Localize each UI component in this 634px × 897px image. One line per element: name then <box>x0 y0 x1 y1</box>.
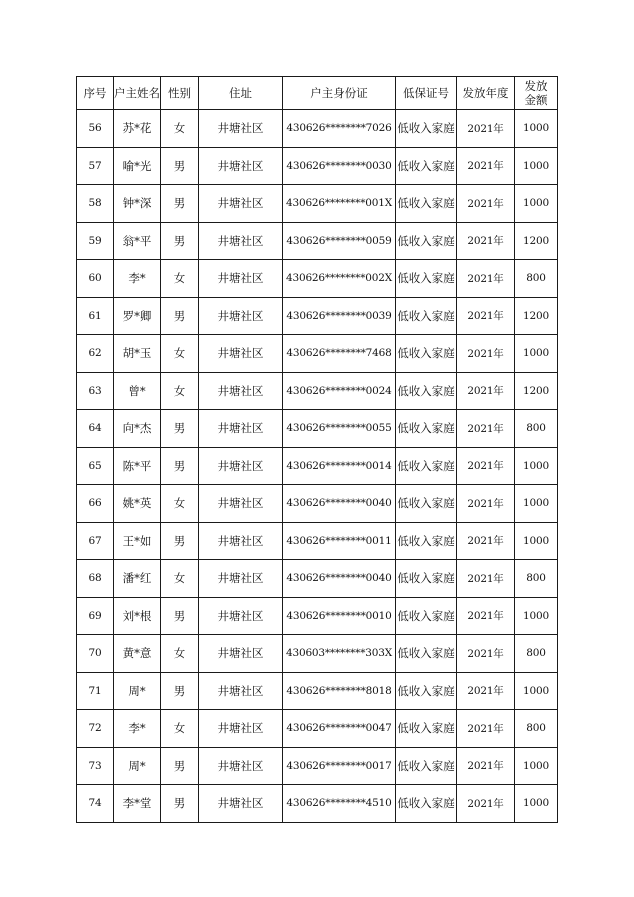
cell-allowance-cert: 低收入家庭 <box>396 147 457 185</box>
header-id-number: 户主身份证 <box>283 77 396 110</box>
cell-id-number: 430626********0030 <box>283 147 396 185</box>
table-body <box>77 110 558 823</box>
cell-address: 井塘社区 <box>199 672 283 710</box>
cell-year: 2021年 <box>457 710 515 748</box>
cell-index: 57 <box>77 147 114 185</box>
cell-id-number: 430626********002X <box>283 260 396 298</box>
cell-gender: 男 <box>161 147 199 185</box>
cell-name: 喻*光 <box>114 147 161 185</box>
cell-year: 2021年 <box>457 222 515 260</box>
cell-gender: 男 <box>161 447 199 485</box>
cell-amount: 800 <box>515 560 558 598</box>
cell-name: 曾* <box>114 372 161 410</box>
header-amount-line-1: 发放 <box>524 79 548 93</box>
cell-allowance-cert: 低收入家庭 <box>396 597 457 635</box>
cell-gender: 女 <box>161 710 199 748</box>
cell-name: 陈*平 <box>114 447 161 485</box>
cell-gender: 男 <box>161 185 199 223</box>
cell-gender: 男 <box>161 747 199 785</box>
cell-year: 2021年 <box>457 672 515 710</box>
cell-amount: 800 <box>515 410 558 448</box>
cell-address: 井塘社区 <box>199 297 283 335</box>
cell-name: 李* <box>114 260 161 298</box>
cell-index: 71 <box>77 672 114 710</box>
cell-id-number: 430626********0040 <box>283 560 396 598</box>
cell-year: 2021年 <box>457 785 515 823</box>
header-index: 序号 <box>77 77 114 110</box>
cell-allowance-cert: 低收入家庭 <box>396 672 457 710</box>
cell-name: 姚*英 <box>114 485 161 523</box>
header-address: 住址 <box>199 77 283 110</box>
cell-year: 2021年 <box>457 522 515 560</box>
cell-address: 井塘社区 <box>199 410 283 448</box>
table-row <box>77 110 558 148</box>
cell-gender: 男 <box>161 297 199 335</box>
cell-year: 2021年 <box>457 447 515 485</box>
cell-index: 67 <box>77 522 114 560</box>
cell-index: 60 <box>77 260 114 298</box>
cell-allowance-cert: 低收入家庭 <box>396 522 457 560</box>
cell-gender: 女 <box>161 372 199 410</box>
table-row <box>77 297 558 335</box>
cell-amount: 1000 <box>515 185 558 223</box>
cell-year: 2021年 <box>457 297 515 335</box>
cell-amount: 1000 <box>515 447 558 485</box>
cell-index: 69 <box>77 597 114 635</box>
cell-amount: 1200 <box>515 372 558 410</box>
cell-id-number: 430626********0059 <box>283 222 396 260</box>
cell-id-number: 430626********0047 <box>283 710 396 748</box>
cell-name: 翁*平 <box>114 222 161 260</box>
cell-address: 井塘社区 <box>199 372 283 410</box>
cell-gender: 女 <box>161 560 199 598</box>
cell-year: 2021年 <box>457 747 515 785</box>
cell-id-number: 430626********0017 <box>283 747 396 785</box>
cell-id-number: 430626********4510 <box>283 785 396 823</box>
cell-address: 井塘社区 <box>199 597 283 635</box>
table-row <box>77 372 558 410</box>
cell-id-number: 430626********0010 <box>283 597 396 635</box>
cell-address: 井塘社区 <box>199 485 283 523</box>
table-row <box>77 260 558 298</box>
header-year: 发放年度 <box>457 77 515 110</box>
cell-amount: 1000 <box>515 110 558 148</box>
header-allowance-cert: 低保证号 <box>396 77 457 110</box>
cell-name: 黄*意 <box>114 635 161 673</box>
cell-gender: 男 <box>161 522 199 560</box>
cell-gender: 女 <box>161 260 199 298</box>
cell-year: 2021年 <box>457 635 515 673</box>
cell-id-number: 430626********0024 <box>283 372 396 410</box>
cell-allowance-cert: 低收入家庭 <box>396 110 457 148</box>
cell-id-number: 430626********0011 <box>283 522 396 560</box>
cell-year: 2021年 <box>457 335 515 373</box>
cell-gender: 女 <box>161 110 199 148</box>
cell-year: 2021年 <box>457 185 515 223</box>
cell-name: 钟*深 <box>114 185 161 223</box>
cell-allowance-cert: 低收入家庭 <box>396 372 457 410</box>
cell-gender: 男 <box>161 785 199 823</box>
cell-allowance-cert: 低收入家庭 <box>396 447 457 485</box>
cell-allowance-cert: 低收入家庭 <box>396 560 457 598</box>
cell-index: 62 <box>77 335 114 373</box>
cell-year: 2021年 <box>457 485 515 523</box>
header-row <box>77 77 558 110</box>
cell-index: 63 <box>77 372 114 410</box>
cell-id-number: 430626********001X <box>283 185 396 223</box>
subsidy-table <box>76 76 558 823</box>
cell-name: 向*杰 <box>114 410 161 448</box>
cell-address: 井塘社区 <box>199 785 283 823</box>
cell-id-number: 430626********7026 <box>283 110 396 148</box>
cell-year: 2021年 <box>457 410 515 448</box>
cell-id-number: 430603********303X <box>283 635 396 673</box>
cell-index: 64 <box>77 410 114 448</box>
header-gender: 性别 <box>161 77 199 110</box>
cell-address: 井塘社区 <box>199 185 283 223</box>
table-row <box>77 747 558 785</box>
cell-amount: 1000 <box>515 785 558 823</box>
cell-amount: 1200 <box>515 297 558 335</box>
cell-index: 73 <box>77 747 114 785</box>
cell-id-number: 430626********0014 <box>283 447 396 485</box>
header-amount <box>515 77 558 110</box>
cell-allowance-cert: 低收入家庭 <box>396 635 457 673</box>
table-row <box>77 785 558 823</box>
cell-gender: 女 <box>161 485 199 523</box>
cell-address: 井塘社区 <box>199 260 283 298</box>
cell-address: 井塘社区 <box>199 635 283 673</box>
cell-index: 68 <box>77 560 114 598</box>
cell-allowance-cert: 低收入家庭 <box>396 785 457 823</box>
cell-amount: 800 <box>515 635 558 673</box>
cell-name: 苏*花 <box>114 110 161 148</box>
cell-name: 李*堂 <box>114 785 161 823</box>
cell-amount: 800 <box>515 710 558 748</box>
cell-year: 2021年 <box>457 147 515 185</box>
cell-address: 井塘社区 <box>199 560 283 598</box>
table-row <box>77 597 558 635</box>
cell-name: 李* <box>114 710 161 748</box>
cell-index: 66 <box>77 485 114 523</box>
table-row <box>77 335 558 373</box>
cell-amount: 1000 <box>515 597 558 635</box>
table-row <box>77 410 558 448</box>
cell-allowance-cert: 低收入家庭 <box>396 335 457 373</box>
cell-amount: 1000 <box>515 747 558 785</box>
cell-gender: 男 <box>161 222 199 260</box>
cell-address: 井塘社区 <box>199 522 283 560</box>
cell-year: 2021年 <box>457 260 515 298</box>
cell-index: 74 <box>77 785 114 823</box>
cell-address: 井塘社区 <box>199 147 283 185</box>
cell-name: 罗*卿 <box>114 297 161 335</box>
cell-allowance-cert: 低收入家庭 <box>396 485 457 523</box>
cell-year: 2021年 <box>457 597 515 635</box>
table-row <box>77 635 558 673</box>
cell-index: 61 <box>77 297 114 335</box>
cell-address: 井塘社区 <box>199 335 283 373</box>
cell-id-number: 430626********7468 <box>283 335 396 373</box>
cell-address: 井塘社区 <box>199 110 283 148</box>
cell-allowance-cert: 低收入家庭 <box>396 747 457 785</box>
cell-allowance-cert: 低收入家庭 <box>396 222 457 260</box>
cell-address: 井塘社区 <box>199 222 283 260</box>
cell-gender: 男 <box>161 597 199 635</box>
table-row <box>77 447 558 485</box>
cell-address: 井塘社区 <box>199 447 283 485</box>
header-householder-name: 户主姓名 <box>114 77 161 110</box>
table-row <box>77 672 558 710</box>
cell-name: 潘*红 <box>114 560 161 598</box>
table-row <box>77 185 558 223</box>
cell-gender: 男 <box>161 672 199 710</box>
cell-allowance-cert: 低收入家庭 <box>396 260 457 298</box>
cell-allowance-cert: 低收入家庭 <box>396 185 457 223</box>
cell-index: 56 <box>77 110 114 148</box>
table-row <box>77 485 558 523</box>
cell-address: 井塘社区 <box>199 747 283 785</box>
table-row <box>77 147 558 185</box>
cell-amount: 1000 <box>515 672 558 710</box>
cell-name: 胡*玉 <box>114 335 161 373</box>
cell-name: 周* <box>114 672 161 710</box>
cell-id-number: 430626********0039 <box>283 297 396 335</box>
cell-id-number: 430626********0055 <box>283 410 396 448</box>
cell-index: 59 <box>77 222 114 260</box>
cell-index: 70 <box>77 635 114 673</box>
table-row <box>77 560 558 598</box>
cell-amount: 1000 <box>515 147 558 185</box>
table-row <box>77 222 558 260</box>
cell-gender: 女 <box>161 635 199 673</box>
table-header <box>77 77 558 110</box>
cell-index: 58 <box>77 185 114 223</box>
table-row <box>77 522 558 560</box>
cell-amount: 800 <box>515 260 558 298</box>
cell-year: 2021年 <box>457 372 515 410</box>
cell-name: 王*如 <box>114 522 161 560</box>
cell-amount: 1000 <box>515 522 558 560</box>
cell-amount: 1000 <box>515 335 558 373</box>
cell-amount: 1000 <box>515 485 558 523</box>
cell-name: 刘*根 <box>114 597 161 635</box>
header-amount-line-2: 金额 <box>524 93 548 107</box>
cell-allowance-cert: 低收入家庭 <box>396 297 457 335</box>
cell-index: 65 <box>77 447 114 485</box>
cell-gender: 女 <box>161 335 199 373</box>
cell-year: 2021年 <box>457 110 515 148</box>
cell-gender: 男 <box>161 410 199 448</box>
table-row <box>77 710 558 748</box>
cell-allowance-cert: 低收入家庭 <box>396 710 457 748</box>
cell-address: 井塘社区 <box>199 710 283 748</box>
cell-index: 72 <box>77 710 114 748</box>
cell-id-number: 430626********8018 <box>283 672 396 710</box>
cell-allowance-cert: 低收入家庭 <box>396 410 457 448</box>
cell-id-number: 430626********0040 <box>283 485 396 523</box>
cell-name: 周* <box>114 747 161 785</box>
cell-amount: 1200 <box>515 222 558 260</box>
cell-year: 2021年 <box>457 560 515 598</box>
